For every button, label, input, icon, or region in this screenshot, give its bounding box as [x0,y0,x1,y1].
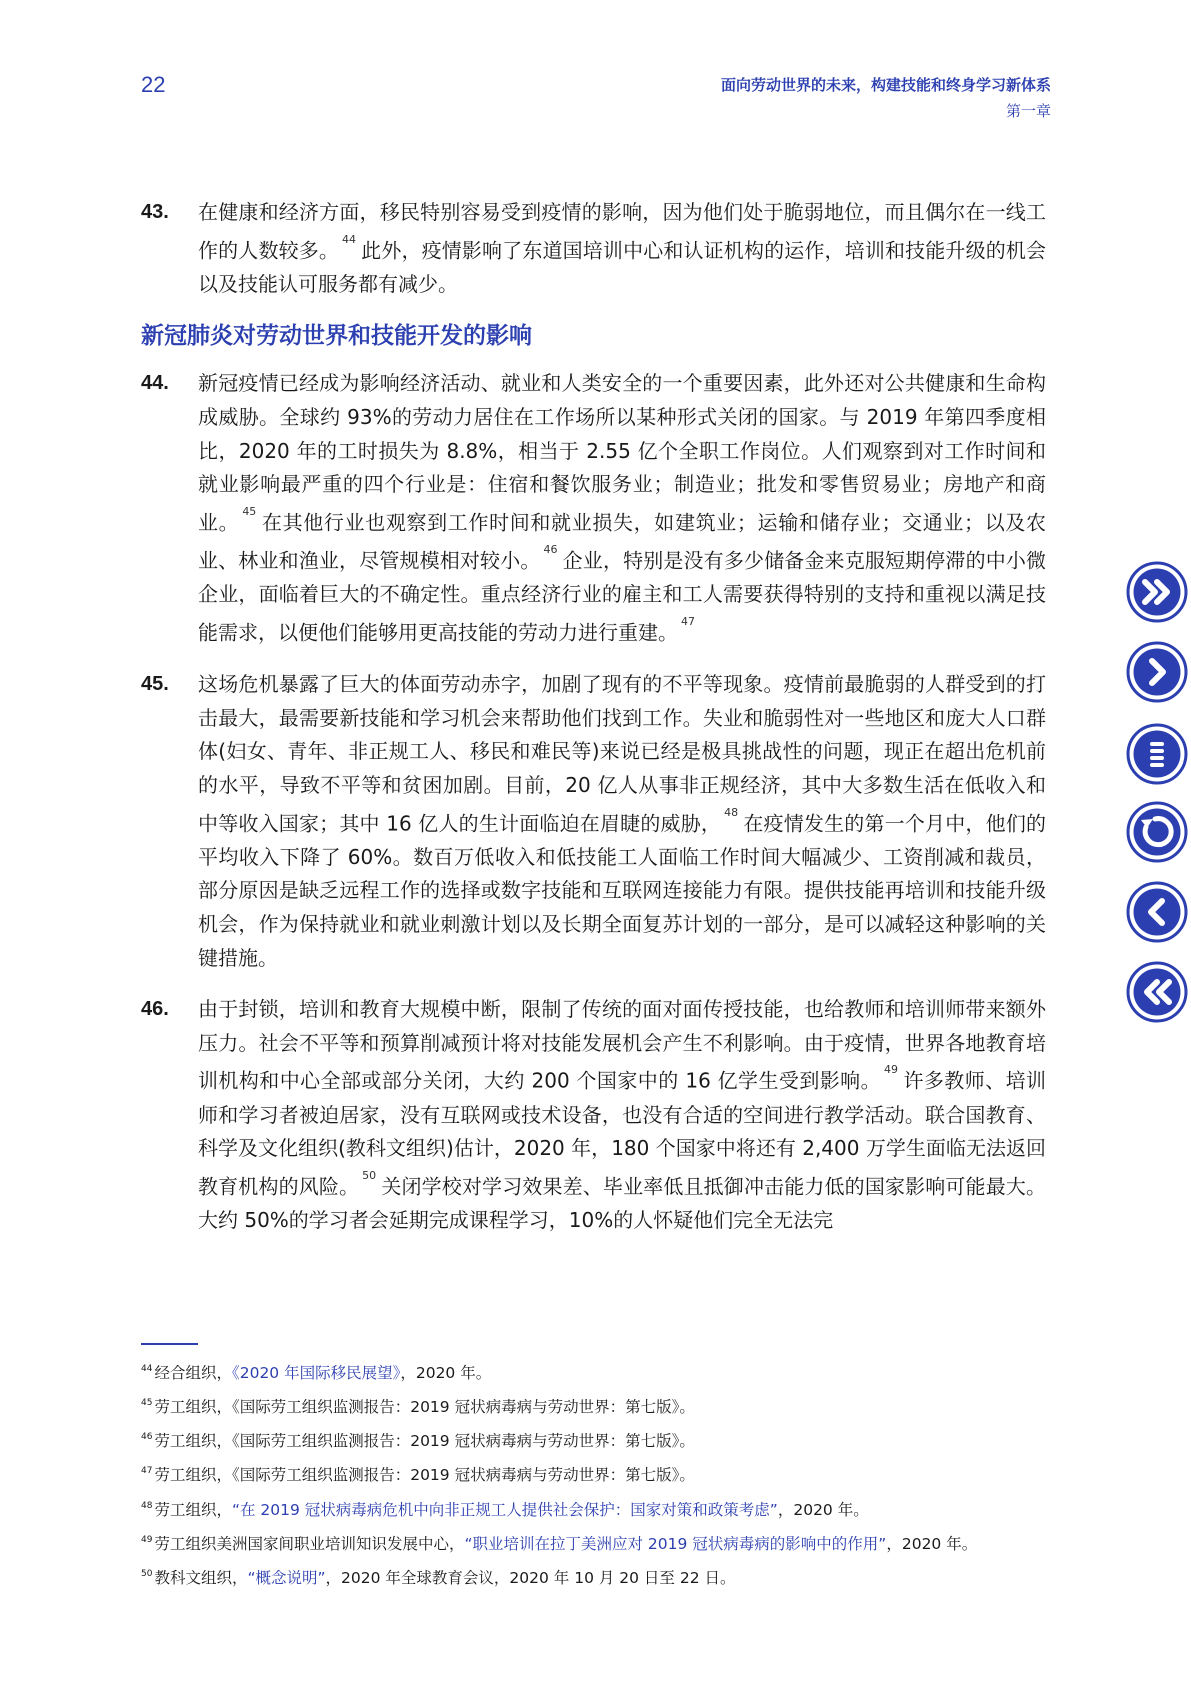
paragraph-number: 46. [141,998,169,1021]
page-number: 22 [141,72,166,97]
section-heading: 新冠肺炎对劳动世界和技能开发的影响 [141,323,532,350]
back-button[interactable] [1125,800,1189,864]
footnote-ref-49[interactable]: 49 [884,1063,899,1077]
footnotes [141,1343,1071,1594]
footnote-text: 教科文组织， [154,1569,248,1588]
footnote-link[interactable]: “职业培训在拉丁美洲应对 2019 冠状病毒病的影响中的作用” [464,1534,887,1553]
fast-forward-icon [1125,560,1189,624]
text-run: 许多教师、培训师和学习者被迫居家，没有互联网或技术设备，也没有合适的空间进行教学活动。联合国教育、科学及文化组织(教科文组织)估计，2020 年，180 个国家中将还有 2,400 万学生面临无法返回教育机构的风险。 [198,1069,1046,1199]
document-title: 面向劳动世界的未来，构建技能和终身学习新体系 [720,76,1051,94]
paragraph-text [198,993,1046,1237]
footnote-text: ，2020 年。 [886,1534,978,1553]
footnote-text: 劳工组织美洲国家间职业培训知识发展中心， [154,1534,465,1553]
footnote-text: 劳工组织，《国际劳工组织监测报告：2019 冠状病毒病与劳动世界：第七版》。 [154,1432,695,1451]
footnote-number: 50 [141,1568,153,1579]
footnote-50 [141,1560,1071,1594]
text-run: 企业，特别是没有多少储备金来克服短期停滞的中小微企业，面临着巨大的不确定性。重点经济行业的雇主和工人需要获得特别的支持和重视以满足技能需求，以便他们能够用更高技能的劳动力进行重建。 [198,548,1047,645]
paragraph-number: 45. [141,673,169,696]
next-icon [1125,640,1189,704]
next-page-button[interactable] [1125,640,1189,704]
rewind-icon [1125,960,1189,1024]
footnote-47 [141,1457,1071,1491]
contents-button[interactable] [1125,722,1189,786]
footnote-link[interactable]: 《2020 年国际移民展望》 [231,1364,401,1383]
footnote-number: 49 [141,1534,153,1545]
footnote-46 [141,1423,1071,1457]
footnote-number: 46 [141,1432,153,1443]
footnote-ref-46[interactable]: 46 [543,543,558,557]
body-content [141,196,1046,1256]
footnote-ref-48[interactable]: 48 [724,805,739,819]
footnote-number: 48 [141,1500,153,1511]
footnote-number: 45 [141,1398,153,1409]
text-run: 在其他行业也观察到工作时间和就业损失，如建筑业；运输和储存业；交通业；以及农业、林业和渔业，尽管规模相对较小。 [198,510,1047,573]
footnote-text: 劳工组织，《国际劳工组织监测报告：2019 冠状病毒病与劳动世界：第七版》。 [154,1466,695,1485]
chapter-label: 第一章 [1005,102,1051,120]
text-run: 这场危机暴露了巨大的体面劳动赤字，加剧了现有的不平等现象。疫情前最脆弱的人群受到的打击最大，最需要新技能和学习机会来帮助他们找到工作。失业和脆弱性对一些地区和庞大人口群体(妇女、青年、非正规工人、移民和难民等)来说已经是极具挑战性的问题，现正在超出危机前的水平，导致不平等和贫困加剧。目前，20 亿人从事非正规经济，其中大多数生活在低收入和中等收入国家；其中 16 亿人的生计面临迫在眉睫的威胁， [198,672,1046,836]
paragraph-text [198,196,1046,301]
footnote-number: 47 [141,1466,153,1477]
footnote-45 [141,1389,1071,1423]
footnote-link[interactable]: “概念说明” [247,1569,326,1588]
footnote-text: 劳工组织，《国际劳工组织监测报告：2019 冠状病毒病与劳动世界：第七版》。 [154,1398,695,1417]
running-header [721,72,1051,124]
back-icon [1125,800,1189,864]
footnote-44 [141,1355,1071,1389]
footnote-49 [141,1526,1071,1560]
footnote-text: ，2020 年。 [777,1500,869,1519]
last-page-button[interactable] [1125,560,1189,624]
text-run: 此外，疫情影响了东道国培训中心和认证机构的运作，培训和技能升级的机会以及技能认可服务都有减少。 [198,238,1047,296]
footnote-text: ，2020 年。 [400,1364,492,1383]
paragraph-46 [141,993,1046,1237]
footnote-ref-44[interactable]: 44 [342,232,357,246]
paragraph-number: 44. [141,372,169,395]
first-page-button[interactable] [1125,960,1189,1024]
paragraph-text [198,367,1046,650]
footnote-link[interactable]: “在 2019 冠状病毒病危机中向非正规工人提供社会保护：国家对策和政策考虑” [231,1500,778,1519]
previous-page-button[interactable] [1125,880,1189,944]
text-run: 由于封锁，培训和教育大规模中断，限制了传统的面对面传授技能，也给教师和培训师带来额外压力。社会不平等和预算削减预计将对技能发展机会产生不利影响。由于疫情，世界各地教育培训机构和中心全部或部分关闭，大约 200 个国家中的 16 亿学生受到影响。 [198,997,1046,1093]
footnote-ref-45[interactable]: 45 [242,504,257,518]
text-run: 在疫情发生的第一个月中，他们的平均收入下降了 60%。数百万低收入和低技能工人面临工作时间大幅减少、工资削减和裁员，部分原因是缺乏远程工作的选择或数字技能和互联网连接能力有限。提供技能再培训和技能升级机会，作为保持就业和就业刺激计划以及长期全面复苏计划的一部分，是可以减轻这种影响的关键措施。 [198,811,1047,970]
footnote-ref-47[interactable]: 47 [681,614,695,628]
paragraph-43 [141,196,1046,301]
text-run: 关闭学校对学习效果差、毕业率低且抵御冲击能力低的国家影响可能最大。大约 50%的学习者会延期完成课程学习，10%的人怀疑他们完全无法完 [198,1174,1047,1233]
footnote-divider [141,1343,198,1345]
paragraph-45 [141,668,1046,975]
footnote-text: ，2020 年全球教育会议，2020 年 10 月 20 日至 22 日。 [325,1569,736,1588]
text-run: 新冠疫情已经成为影响经济活动、就业和人类安全的一个重要因素，此外还对公共健康和生命构成威胁。全球约 93%的劳动力居住在工作场所以某种形式关闭的国家。与 2019 年第四季度相比，2020 年的工时损失为 8.8%，相当于 2.55 亿个全职工作岗位。人们观察到对工作时间和就业影响最严重的四个行业是：住宿和餐饮服务业；制造业；批发和零售贸易业；房地产和商业。 [198,371,1046,535]
contents-icon [1125,722,1189,786]
footnote-ref-50[interactable]: 50 [362,1168,377,1182]
footnote-text: 经合组织， [154,1364,232,1383]
paragraph-number: 43. [141,201,169,223]
paragraph-44 [141,367,1046,650]
text-run: 在健康和经济方面，移民特别容易受到疫情的影响，因为他们处于脆弱地位，而且偶尔在一线工作的人数较多。 [198,200,1046,263]
footnote-number: 44 [141,1364,153,1374]
paragraph-text [198,668,1046,975]
footnote-48 [141,1492,1071,1526]
footnote-text: 劳工组织， [154,1500,232,1519]
previous-icon [1125,880,1189,944]
